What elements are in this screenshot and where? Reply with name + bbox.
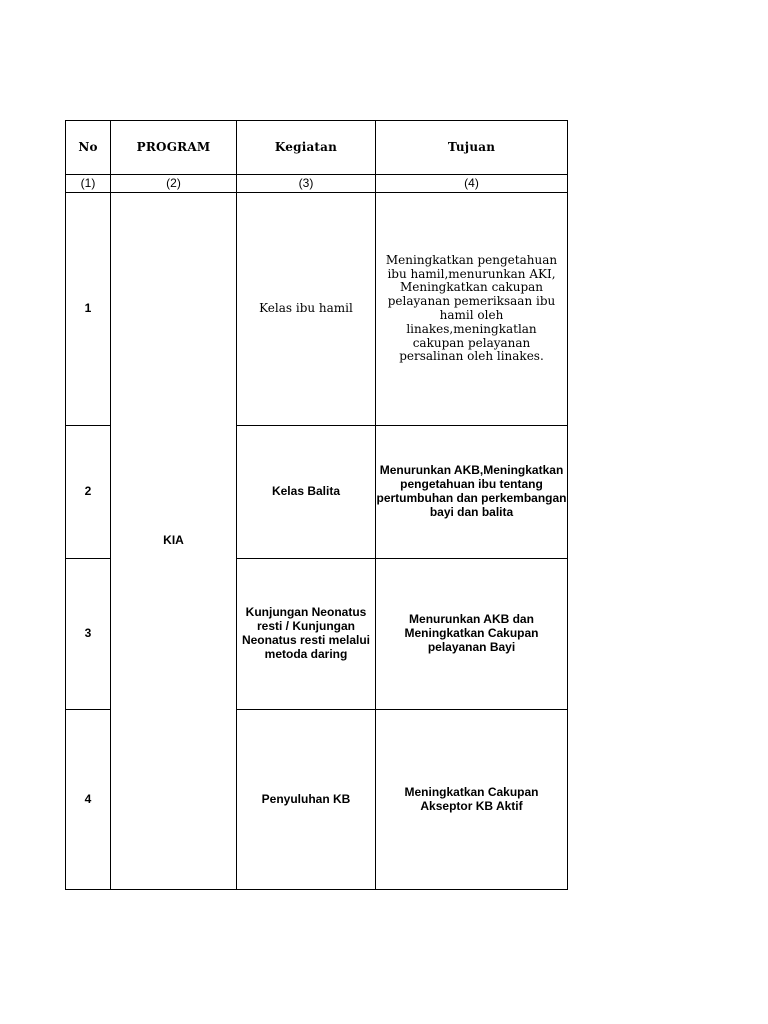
column-number-tujuan: (4): [376, 175, 568, 193]
program-cell: KIA: [111, 193, 237, 890]
row-number: 3: [66, 559, 111, 710]
row-number: 4: [66, 710, 111, 890]
header-no: No: [66, 121, 111, 175]
tujuan-cell: Meningkatkan pengetahuan ibu hamil,menurunkan AKI, Meningkatkan cakupan pelayanan pemeriksaan ibu hamil oleh linakes,meningkatlan cakupan pelayanan persalinan oleh linakes.: [376, 193, 568, 426]
row-number: 2: [66, 426, 111, 559]
header-row: [66, 121, 568, 175]
kegiatan-cell: Penyuluhan KB: [237, 710, 376, 890]
program-table: [65, 120, 568, 890]
column-number-kegiatan: (3): [237, 175, 376, 193]
table-row: [66, 193, 568, 426]
tujuan-cell: Meningkatkan Cakupan Akseptor KB Aktif: [376, 710, 568, 890]
column-number-row: [66, 175, 568, 193]
kegiatan-cell: Kelas ibu hamil: [237, 193, 376, 426]
kegiatan-cell: Kelas Balita: [237, 426, 376, 559]
row-number: 1: [66, 193, 111, 426]
tujuan-cell: Menurunkan AKB dan Meningkatkan Cakupan pelayanan Bayi: [376, 559, 568, 710]
header-tujuan: Tujuan: [376, 121, 568, 175]
column-number-no: (1): [66, 175, 111, 193]
kegiatan-cell: Kunjungan Neonatus resti / Kunjungan Neonatus resti melalui metoda daring: [237, 559, 376, 710]
header-kegiatan: Kegiatan: [237, 121, 376, 175]
header-program: PROGRAM: [111, 121, 237, 175]
tujuan-cell: Menurunkan AKB,Meningkatkan pengetahuan ibu tentang pertumbuhan dan perkembangan bayi dan balita: [376, 426, 568, 559]
column-number-program: (2): [111, 175, 237, 193]
